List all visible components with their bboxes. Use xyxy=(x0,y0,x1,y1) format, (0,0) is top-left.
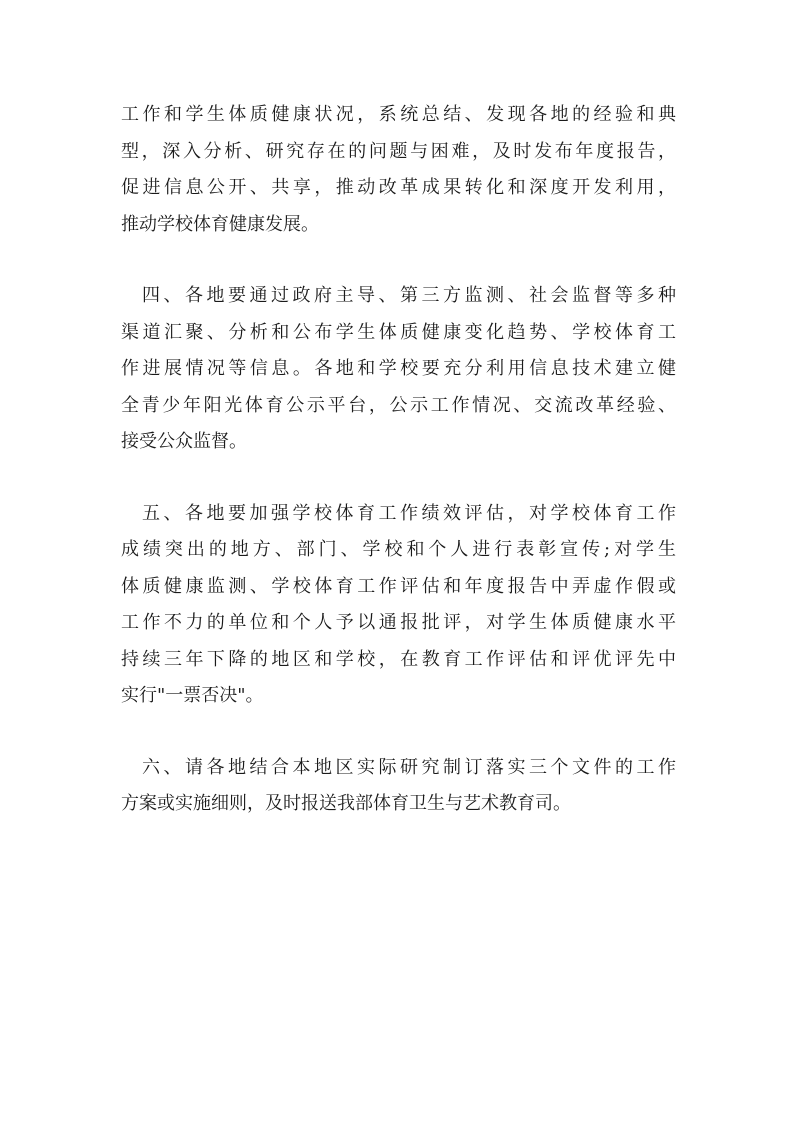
paragraph-spacer xyxy=(121,243,676,278)
paragraph-line: 方案或实施细则，及时报送我部体育卫生与艺术教育司。 xyxy=(121,793,571,814)
paragraph-1 xyxy=(121,97,676,243)
paragraph-line: 五、各地要加强学校体育工作绩效评估，对学校体育工作 xyxy=(142,502,676,524)
paragraph-line: 型，深入分析、研究存在的问题与困难，及时发布年度报告， xyxy=(121,140,676,162)
paragraph-line: 实行"一票否决"。 xyxy=(121,685,264,706)
paragraph-line: 六、请各地结合本地区实际研究制订落实三个文件的工作 xyxy=(142,756,676,778)
paragraph-3 xyxy=(121,496,676,715)
paragraph-line: 工作和学生体质健康状况，系统总结、发现各地的经验和典 xyxy=(121,104,676,125)
paragraph-2 xyxy=(121,278,676,461)
paragraph-line: 全青少年阳光体育公示平台，公示工作情况、交流改革经验、 xyxy=(121,394,676,416)
paragraph-line: 渠道汇聚、分析和公布学生体质健康变化趋势、学校体育工 xyxy=(121,321,676,343)
paragraph-line: 推动学校体育健康发展。 xyxy=(121,213,319,235)
paragraph-line: 作进展情况等信息。各地和学校要充分利用信息技术建立健 xyxy=(121,358,676,379)
paragraph-line: 工作不力的单位和个人予以通报批评，对学生体质健康水平 xyxy=(121,612,676,633)
paragraph-line: 成绩突出的地方、部门、学校和个人进行表彰宣传;对学生 xyxy=(121,539,676,560)
paragraph-line: 促进信息公开、共享，推动改革成果转化和深度开发利用， xyxy=(121,177,676,198)
paragraph-spacer xyxy=(121,461,676,496)
paragraph-line: 持续三年下降的地区和学校，在教育工作评估和评优评先中 xyxy=(121,648,676,670)
document-body xyxy=(121,97,676,823)
paragraph-line: 四、各地要通过政府主导、第三方监测、社会监督等多种 xyxy=(142,285,676,306)
paragraph-line: 体质健康监测、学校体育工作评估和年度报告中弄虚作假或 xyxy=(121,575,676,597)
paragraph-line: 接受公众监督。 xyxy=(121,431,247,452)
paragraph-4 xyxy=(121,750,676,823)
paragraph-spacer xyxy=(121,715,676,750)
